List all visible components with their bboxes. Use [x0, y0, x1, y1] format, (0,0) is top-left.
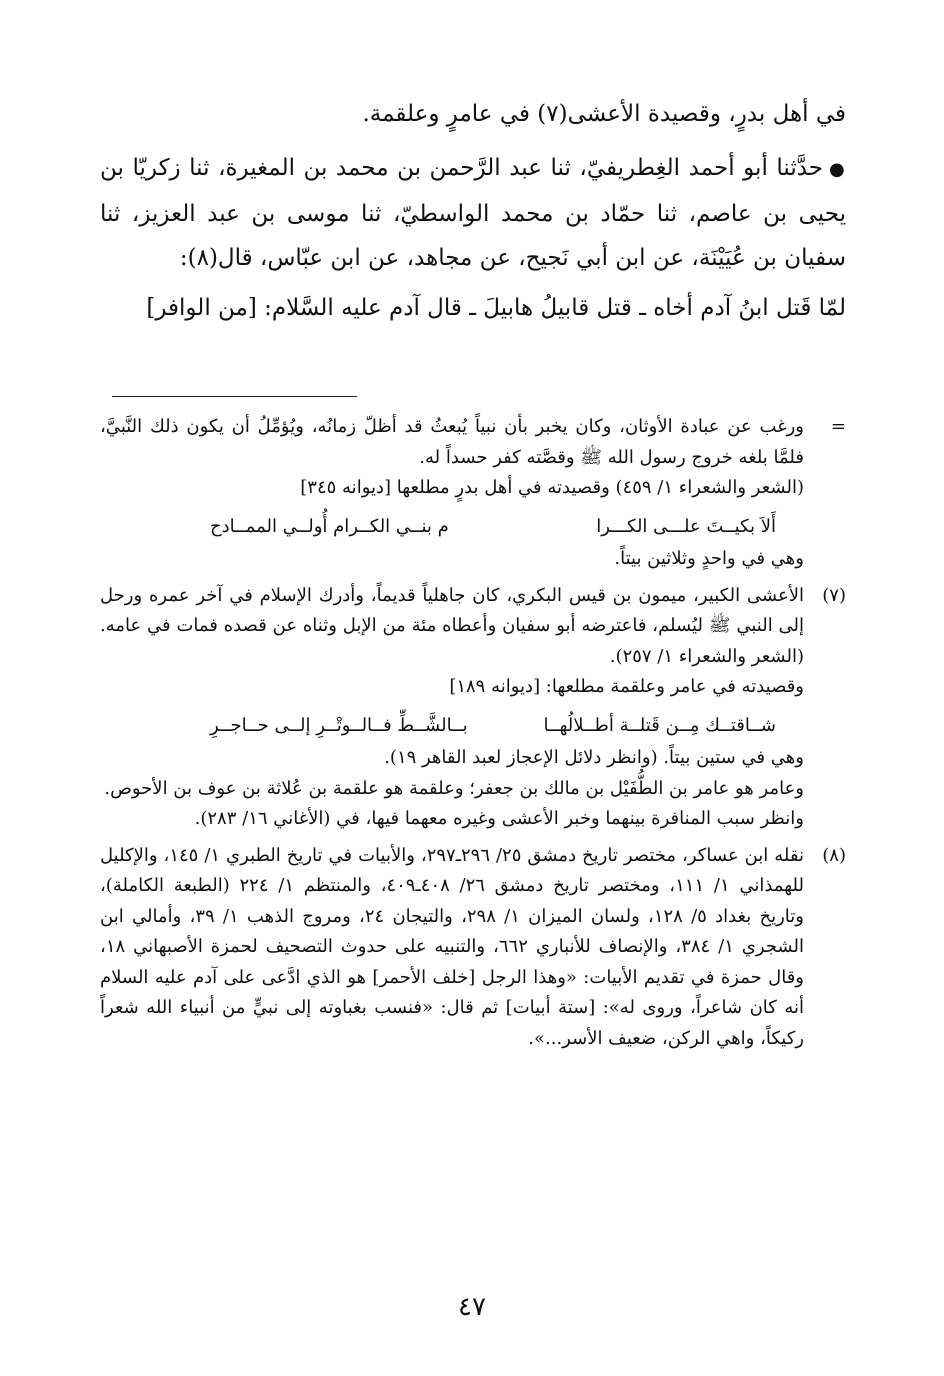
footnote-text: ورغب عن عبادة الأوثان، وكان يخبر بأن نبياً يُبعثُ قد أظلّ زمانُه، ويُؤمِّلُ أن يكون ذلك النَّبيَّ، فلمَّا بلغه خروج رسول الله ﷺ وقصَّته كفر حسداً له. [100, 416, 804, 468]
footnote-text: الأعشى الكبير، ميمون بن قيس البكري، كان جاهلياً قديماً، وأدرك الإسلام في آخر عمره ورحل إلى النبي ﷺ ليُسلم، فاعترضه أبو سفيان وأعطاه مئة من الإبل وثناه عن قصده فمات في عامه. (الشعر والشعراء ١/ ٢٥٧). [100, 584, 804, 667]
footnote-text: وهي في ستين بيتاً. (وانظر دلائل الإعجاز لعبد القاهر ١٩). [384, 747, 804, 768]
footnote-marker: = [830, 416, 846, 437]
verse-first-hemistich: أَلاَ بكيــتَ علـــى الكـــرا [596, 515, 776, 537]
main-text [100, 92, 846, 330]
footnote-text: وانظر سبب المنافرة بينهما وخبر الأعشى وغيره معهما فيها، في (الأغاني ١٦/ ٢٨٣). [194, 808, 804, 829]
poem-verse [100, 512, 804, 543]
footnote-body [100, 581, 804, 835]
footnote-text: وهي في واحدٍ وثلاثين بيتاً. [614, 548, 804, 569]
footnote-continuation [100, 412, 846, 575]
footnote-body [100, 841, 804, 1055]
main-paragraph-2 [100, 146, 846, 280]
main-paragraph-3: لمّا قَتل ابنُ آدم أخاه ـ قتل قابيلُ هابيلَ ـ قال آدم عليه السَّلام: [من الوافر] [146, 295, 846, 321]
isnad-text: حدَّثنا أبو أحمد الغِطريفيّ، ثنا عبد الرَّحمن بن محمد بن المغيرة، ثنا زكريّا بن يحيى بن عاصم، ثنا حمّاد بن محمد الواسطيّ، ثنا موسى بن عبد العزيز، ثنا سفيان بن عُيَيْنَة، عن ابن أبي نَجيح، عن مجاهد، عن ابن عبّاس، قال(٨): [100, 155, 846, 271]
poem-verse [100, 711, 804, 742]
verse-second-hemistich: بــالشَّــطِّ فــالــوتْــرِ إلــى حــاجــرِ [210, 714, 468, 736]
footnote-7 [100, 581, 846, 835]
main-paragraph-1: في أهل بدرٍ، وقصيدة الأعشى(٧) في عامرٍ وعلقمة. [362, 101, 846, 127]
verse-second-hemistich: م بنــي الكــرام أُولــي الممــادح [210, 515, 449, 537]
footnote-text: نقله ابن عساكر، مختصر تاريخ دمشق ٢٥/ ٢٩٦ـ٢٩٧، والأبيات في تاريخ الطبري ١/ ١٤٥، والإكليل للهمذاني ١/ ١١١، ومختصر تاريخ دمشق ٢٦/ ٤٠٨ـ٤٠٩، والمنتظم ١/ ٢٢٤ (الطبعة الكاملة)، وتاريخ بغداد ٥/ ١٢٨، ولسان الميزان ١/ ٢٩٨، والتيجان ٢٤، ومروج الذهب ١/ ٣٩، وأمالي ابن الشجري ١/ ٣٨٤، والإنصاف للأنباري ٦٦٢، والتنبيه على حدوث التصحيف لحمزة الأصبهاني ١٨، وقال حمزة في تقديم الأبيات: «وهذا الرجل [خلف الأحمر] هو الذي ادَّعى على آدم عليه السلام أنه كان شاعراً، وروى له»: [ستة أبيات] ثم قال: «فنسب بغباوته إلى نبيٍّ من أنبياء الله شعراً ركيكاً، واهي الركن، ضعيف الأسر...». [100, 844, 805, 1049]
footnote-body [100, 412, 804, 575]
footnote-text: (الشعر والشعراء ١/ ٤٥٩) وقصيدته في أهل بدرٍ مطلعها [ديوانه ٣٤٥] [300, 477, 804, 498]
footnote-text: وعامر هو عامر بن الطُّفَيْل بن مالك بن جعفر؛ وعلقمة هو علقمة بن عُلاثة بن عوف بن الأحوص. [104, 777, 804, 799]
footnotes [100, 412, 846, 1060]
footnote-number: (٧) [822, 584, 846, 606]
footnote-divider [112, 396, 357, 397]
footnote-text: وقصيدته في عامر وعلقمة مطلعها: [ديوانه ١٨٩] [449, 676, 804, 697]
footnote-number: (٨) [822, 844, 846, 866]
footnote-8 [100, 841, 846, 1055]
bullet-icon: ● [829, 159, 846, 180]
verse-first-hemistich: شــاقتــك مِــن قَتلــة أطــلالُهــا [543, 714, 776, 736]
page-number: ٤٧ [458, 1292, 486, 1322]
